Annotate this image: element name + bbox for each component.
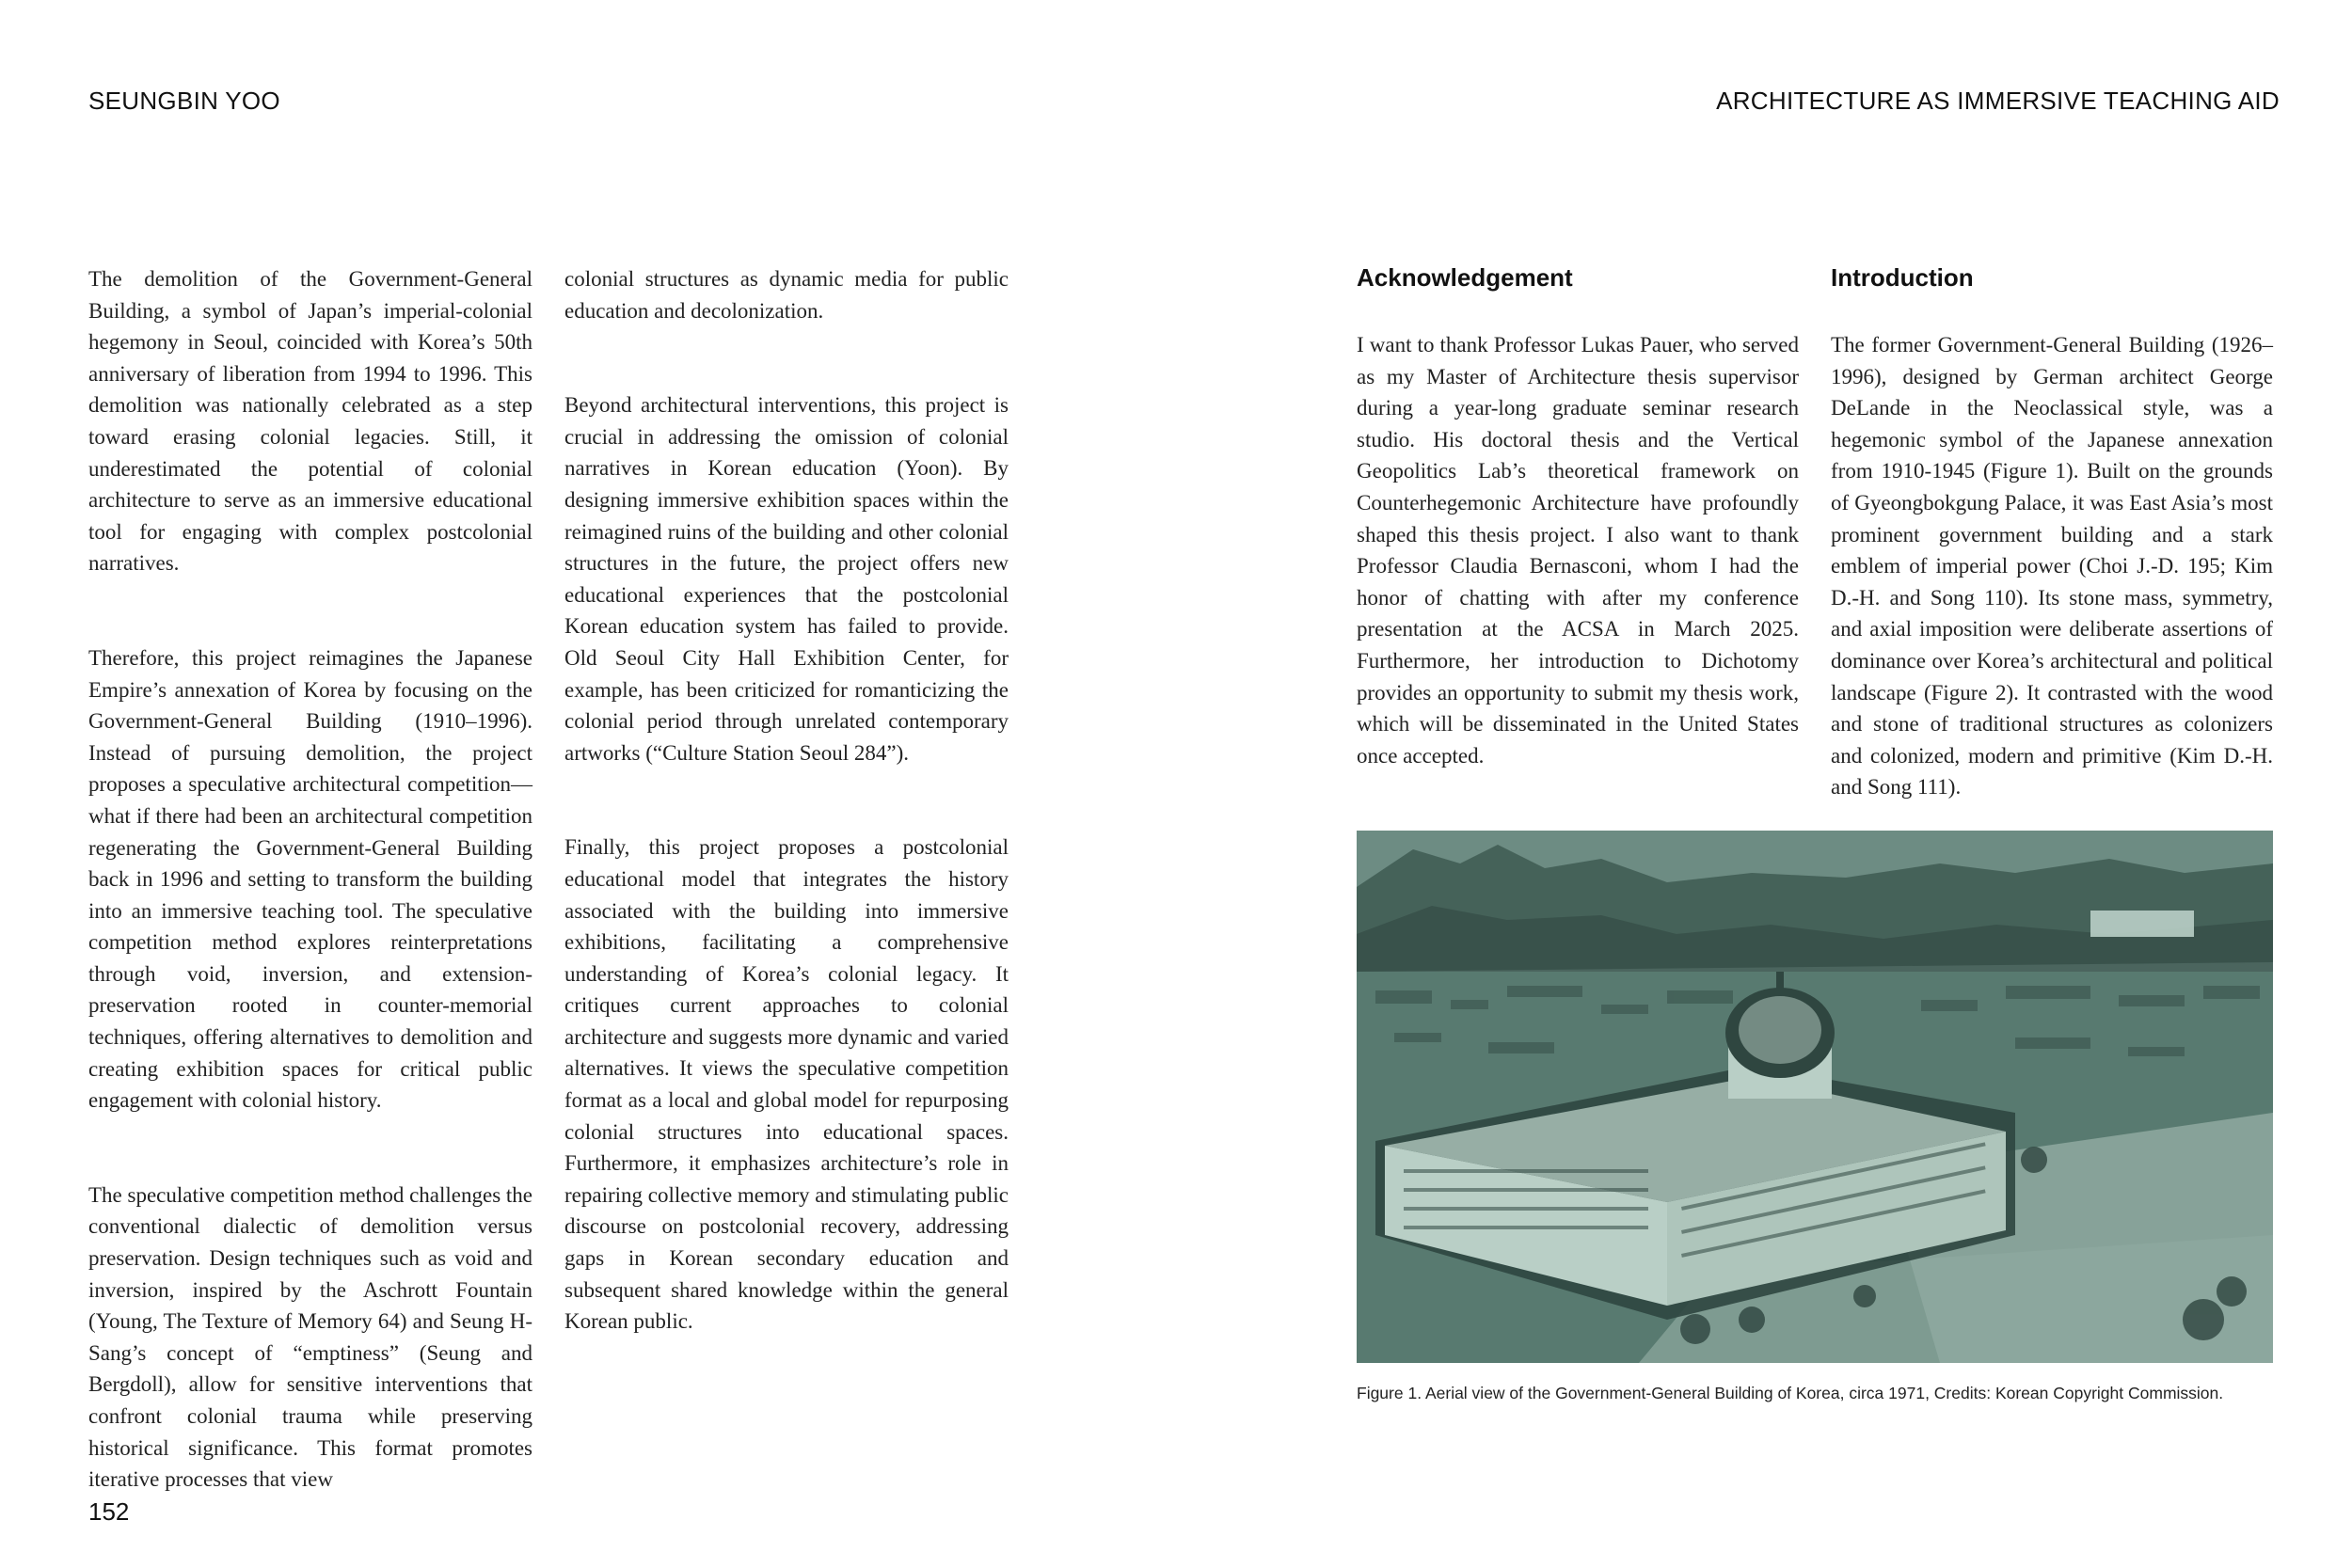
left-page-column-1 [88, 263, 532, 1496]
paragraph: Beyond architectural interventions, this project is crucial in addressing the omission of colonial narratives in Korean education (Yoon). By designing immersive exhibition spaces within the reimagined ruins of the building and other colonial structures in the future, the project offers new educational experiences that the postcolonial Korean education system has failed to provide. Old Seoul City Hall Exhibition Center, for example, has been criticized for romanticizing the colonial period through unrelated contemporary artworks (“Culture Station Seoul 284”). [564, 393, 1009, 765]
figure-aerial-photo [1357, 831, 2273, 1363]
paragraph: The demolition of the Government-General Building, a symbol of Japan’s imperial-colonial hegemony in Seoul, coincided with Korea’s 50th anniversary of liberation from 1994 to 1996. This demolition was nationally celebrated as a step toward erasing colonial legacies. Still, it underestimated the potential of colonial architecture to serve as an immersive educational tool for engaging with complex postcolonial narratives. [88, 267, 532, 576]
left-page-column-2 [564, 263, 1009, 1338]
running-head-author: SEUNGBIN YOO [88, 87, 280, 115]
aerial-photo-illustration [1357, 831, 2273, 1363]
acknowledgement-text: I want to thank Professor Lukas Pauer, who served as my Master of Architecture thesis supervisor during a year-long graduate seminar research studio. His doctoral thesis and the Vertical Geopolitics Lab’s theoretical framework on Counterhegemonic Architecture have profoundly shaped this thesis project. I also want to thank Professor Claudia Bernasconi, whom I had the honor of chatting with after my conference presentation at the ACSA in March 2025. Furthermore, her introduction to Dichotomy provides an opportunity to submit my thesis work, which will be disseminated in the United States once accepted. [1357, 333, 1799, 768]
acknowledgement-heading: Acknowledgement [1357, 263, 1573, 292]
paragraph: The speculative competition method challenges the conventional dialectic of demolition versus preservation. Design techniques such as void and inversion, inspired by the Aschrott Fountain (Young, The Texture of Memory 64) and Seung H-Sang’s concept of “emptiness” (Seung and Bergdoll), allow for sensitive interventions that confront colonial trauma while preserving historical significance. This format promotes iterative processes that view [88, 1182, 532, 1492]
paragraph: Finally, this project proposes a postcolonial educational model that integrates the history associated with the building into immersive exhibitions, facilitating a comprehensive understanding of Korea’s colonial legacy. It critiques current approaches to colonial architecture and suggests more dynamic and varied alternatives. It views the speculative competition format as a local and global model for repurposing colonial structures into educational spaces. Furthermore, it emphasizes architecture’s role in repairing collective memory and stimulating public discourse on postcolonial recovery, addressing gaps in Korean secondary education and subsequent shared knowledge within the general Korean public. [564, 835, 1009, 1334]
distant-white-building [2090, 911, 2194, 937]
introduction-section [1831, 263, 2273, 803]
figure-caption: Figure 1. Aerial view of the Government-General Building of Korea, circa 1971, Credits: Korean Copyright Commission. [1357, 1384, 2224, 1402]
running-head-title: ARCHITECTURE AS IMMERSIVE TEACHING AID [1716, 87, 2280, 115]
page-number: 152 [88, 1497, 130, 1526]
introduction-text: The former Government-General Building (1926–1996), designed by German architect George DeLande in the Neoclassical style, was a hegemonic symbol of the Japanese annexation from 1910-1945 (Figure 1). Built on the grounds of Gyeongbokgung Palace, it was East Asia’s most prominent government building and a stark emblem of imperial power (Choi J.-D. 195; Kim D.-H. and Song 110). Its stone mass, symmetry, and axial imposition were deliberate assertions of dominance over Korea’s architectural and political landscape (Figure 2). It contrasted with the wood and stone of traditional structures as colonizers and colonized, modern and primitive (Kim D.-H. and Song 111). [1831, 333, 2273, 800]
paragraph: colonial structures as dynamic media for public education and decolonization. [564, 267, 1009, 323]
acknowledgement-section [1357, 263, 1799, 771]
paragraph: Therefore, this project reimagines the Japanese Empire’s annexation of Korea by focusing on the Government-General Building (1910–1996). Instead of pursuing demolition, the project proposes a speculative architectural competition—what if there had been an architectural competition regenerating the Government-General Building back in 1996 and setting to transform the building into an immersive teaching tool. The speculative competition method explores reinterpretations through void, inversion, and extension-preservation rooted in counter-memorial techniques, offering alternatives to demolition and creating exhibition spaces for critical public engagement with colonial history. [88, 645, 532, 1113]
introduction-heading: Introduction [1831, 263, 1974, 292]
